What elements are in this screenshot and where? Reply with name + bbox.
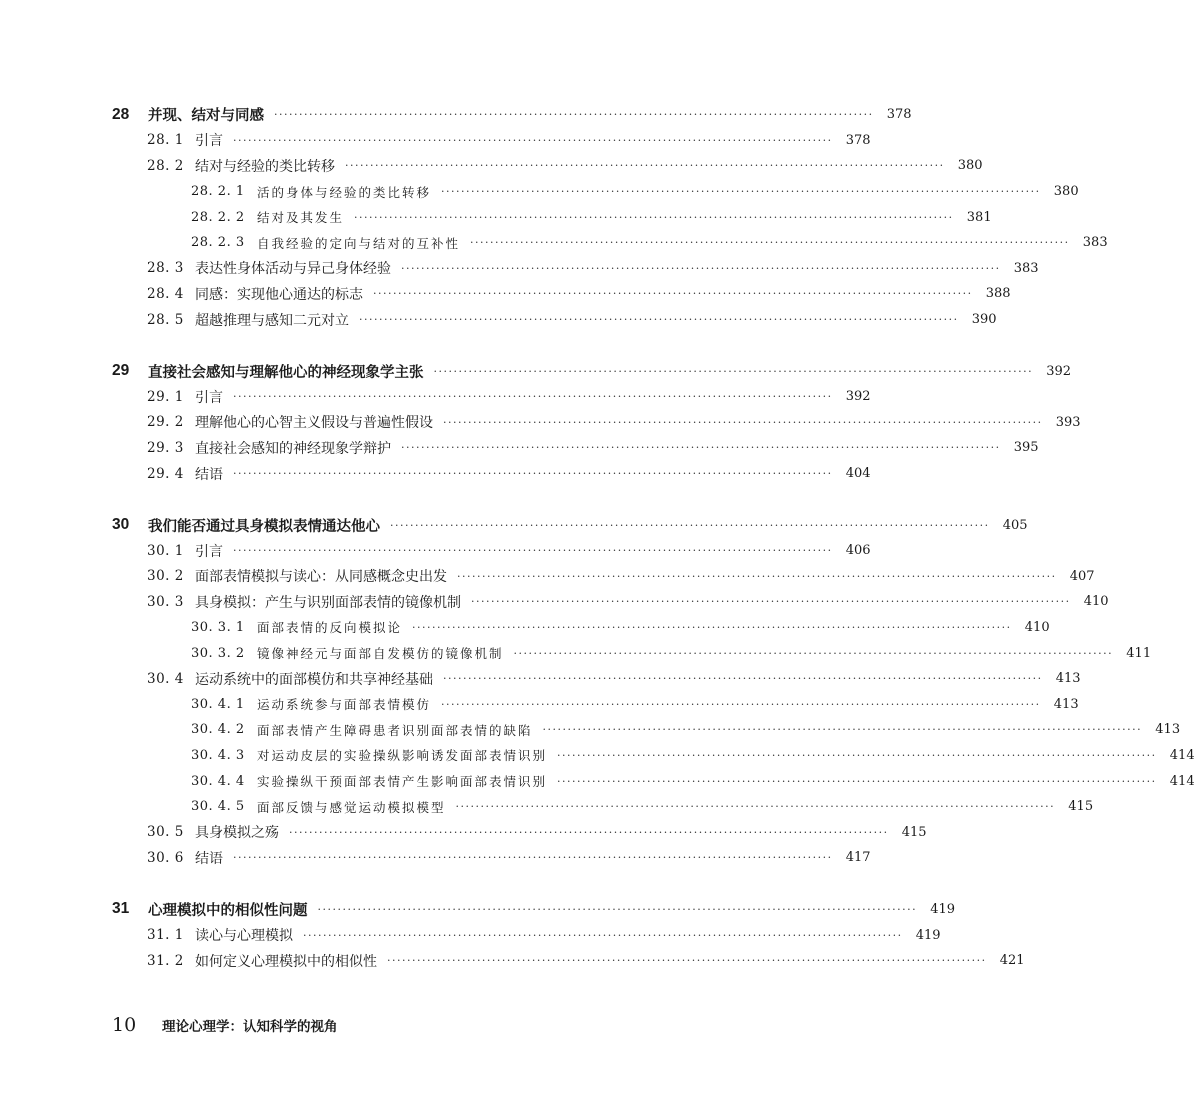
dot-leader: ························································································································ [401,441,1001,455]
entry-page-number: 381 [966,209,992,225]
entry-number: 30. 6 [147,849,184,866]
entry-page-number: 392 [845,389,871,405]
entry-page-number: 411 [1126,645,1152,661]
dot-leader: ························································································································ [401,261,1001,275]
entry-page-number: 383 [1013,260,1039,276]
dot-leader: ························································································································ [289,825,889,839]
entry-number: 30 [112,516,130,534]
entry-page-number: 413 [1155,722,1181,738]
entry-number: 30. 2 [147,568,184,585]
dot-leader: ························································································································ [513,646,1114,660]
entry-title: 读心与心理模拟 [195,927,293,944]
section-entry[interactable] [0,307,997,333]
entry-page-number: 415 [901,824,927,840]
entry-page-number: 419 [930,901,956,917]
entry-page-number: 419 [915,927,941,943]
entry-title: 结对与经验的类比转移 [195,157,335,174]
chapter-entry[interactable] [0,102,912,128]
dot-leader: ························································································································ [317,902,918,916]
entry-number: 28. 3 [147,260,184,277]
entry-title: 面部表情的反向模拟论 [257,620,403,636]
entry-number: 28. 2. 3 [191,235,245,251]
entry-title: 我们能否通过具身模拟表情通达他心 [148,518,380,535]
entry-title: 同感：实现他心通达的标志 [195,285,363,302]
page-footer [112,1014,338,1036]
entry-number: 30. 3. 1 [191,619,245,635]
entry-number: 30. 4. 3 [191,747,245,763]
entry-title: 运动系统参与面部表情模仿 [257,697,432,713]
section-entry[interactable] [0,256,1039,282]
dot-leader: ························································································································ [233,851,833,865]
entry-number: 28. 2 [147,157,184,174]
dot-leader: ························································································································ [359,313,959,327]
entry-title: 并现、结对与同感 [148,108,264,125]
dot-leader: ························································································································ [345,159,945,173]
section-entry[interactable] [0,281,1011,307]
entry-number: 28. 2. 1 [191,184,245,200]
entry-page-number: 410 [1083,594,1109,610]
subsection-entry[interactable] [0,204,992,230]
section-entry[interactable] [0,153,983,179]
section-entry[interactable] [0,564,1095,590]
dot-leader: ························································································································ [443,415,1043,429]
entry-page-number: 410 [1024,619,1050,635]
dot-leader: ························································································································ [443,672,1043,686]
entry-title: 具身模拟：产生与识别面部表情的镜像机制 [195,593,461,610]
dot-leader: ························································································································ [274,108,874,122]
dot-leader: ························································································································ [557,774,1157,788]
chapter-block [0,512,1195,870]
dot-leader: ························································································································ [233,390,833,404]
entry-number: 30. 3. 2 [191,645,245,661]
entry-page-number: 413 [1055,671,1081,687]
section-entry[interactable] [0,589,1109,615]
entry-page-number: 406 [845,543,871,559]
entry-page-number: 380 [1053,184,1079,200]
dot-leader: ························································································································ [542,723,1143,737]
dot-leader: ························································································································ [471,595,1071,609]
subsection-entry[interactable] [0,615,1050,641]
entry-number: 31. 1 [147,927,184,944]
dot-leader: ························································································································ [412,620,1012,634]
subsection-entry[interactable] [0,794,1094,820]
entry-page-number: 390 [971,312,997,328]
entry-number: 29. 4 [147,465,184,482]
entry-number: 30. 5 [147,824,184,841]
subsection-entry[interactable] [0,717,1181,743]
entry-number: 30. 4. 4 [191,773,245,789]
entry-page-number: 405 [1002,517,1028,533]
section-entry[interactable] [0,922,941,948]
entry-number: 29. 3 [147,439,184,456]
entry-page-number: 421 [999,953,1025,969]
section-entry[interactable] [0,128,871,154]
section-entry[interactable] [0,819,927,845]
dot-leader: ························································································································ [557,748,1157,762]
entry-page-number: 417 [845,850,871,866]
entry-number: 28 [112,105,130,123]
entry-page-number: 395 [1013,440,1039,456]
table-of-contents [0,102,1195,999]
entry-number: 29. 2 [147,414,184,431]
section-entry[interactable] [0,435,1039,461]
entry-number: 30. 3 [147,593,184,610]
section-entry[interactable] [0,845,871,871]
entry-number: 30. 4 [147,670,184,687]
entry-title: 引言 [195,542,223,559]
entry-number: 28. 2. 2 [191,209,245,225]
book-title: 理论心理学：认知科学的视角 [162,1019,338,1035]
section-entry[interactable] [0,461,871,487]
entry-number: 30. 4. 2 [191,722,245,738]
entry-page-number: 407 [1069,568,1095,584]
entry-title: 表达性身体活动与异己身体经验 [195,260,391,277]
entry-number: 28. 5 [147,311,184,328]
dot-leader: ························································································································ [441,697,1041,711]
dot-leader: ························································································································ [354,210,954,224]
subsection-entry[interactable] [0,230,1108,256]
section-entry[interactable] [0,948,1025,974]
entry-number: 28. 4 [147,285,184,302]
entry-title: 结语 [195,849,223,866]
entry-title: 对运动皮层的实验操纵影响诱发面部表情识别 [257,748,548,764]
entry-number: 31 [112,900,130,918]
entry-title: 实验操纵干预面部表情产生影响面部表情识别 [257,774,548,790]
entry-page-number: 392 [1046,363,1072,379]
entry-title: 面部表情模拟与读心：从同感概念史出发 [195,568,447,585]
dot-leader: ························································································································ [390,518,990,532]
entry-title: 引言 [195,132,223,149]
dot-leader: ························································································································ [233,467,833,481]
section-entry[interactable] [0,384,871,410]
entry-page-number: 414 [1169,773,1195,789]
entry-number: 30. 4. 5 [191,799,245,815]
entry-title: 具身模拟之殇 [195,824,279,841]
entry-title: 运动系统中的面部模仿和共享神经基础 [195,670,433,687]
entry-title: 结语 [195,465,223,482]
entry-title: 如何定义心理模拟中的相似性 [195,952,377,969]
entry-page-number: 378 [886,107,912,123]
entry-title: 引言 [195,388,223,405]
entry-number: 30. 1 [147,542,184,559]
entry-page-number: 413 [1053,696,1079,712]
dot-leader: ························································································································ [433,364,1034,378]
entry-page-number: 380 [957,158,983,174]
chapter-block [0,102,1108,332]
entry-number: 28. 1 [147,132,184,149]
entry-page-number: 414 [1169,747,1195,763]
entry-page-number: 404 [845,466,871,482]
chapter-block [0,358,1081,486]
entry-page-number: 415 [1068,799,1094,815]
dot-leader: ························································································································ [303,928,903,942]
entry-title: 理解他心的心智主义假设与普遍性假设 [195,414,433,431]
dot-leader: ························································································································ [470,236,1070,250]
entry-title: 直接社会感知与理解他心的神经现象学主张 [148,364,424,381]
dot-leader: ························································································································ [373,287,973,301]
entry-page-number: 388 [985,286,1011,302]
entry-number: 31. 2 [147,952,184,969]
dot-leader: ························································································································ [455,800,1056,814]
entry-page-number: 393 [1055,414,1081,430]
entry-title: 结对及其发生 [257,210,345,226]
subsection-entry[interactable] [0,768,1195,794]
entry-title: 面部表情产生障碍患者识别面部表情的缺陷 [257,722,533,738]
dot-leader: ························································································································ [233,133,833,147]
entry-page-number: 378 [845,132,871,148]
dot-leader: ························································································································ [441,185,1041,199]
entry-title: 自我经验的定向与结对的互补性 [257,235,461,251]
page-number: 10 [112,1014,137,1036]
section-entry[interactable] [0,410,1081,436]
entry-number: 29. 1 [147,388,184,405]
section-entry[interactable] [0,666,1081,692]
entry-title: 心理模拟中的相似性问题 [148,902,308,919]
section-entry[interactable] [0,538,871,564]
dot-leader: ························································································································ [233,544,833,558]
chapter-entry[interactable] [0,358,1072,384]
entry-title: 活的身体与经验的类比转移 [257,184,432,200]
dot-leader: ························································································································ [387,954,987,968]
dot-leader: ························································································································ [457,569,1057,583]
entry-number: 29 [112,362,130,380]
chapter-entry[interactable] [0,897,956,923]
subsection-entry[interactable] [0,179,1079,205]
chapter-entry[interactable] [0,512,1028,538]
entry-title: 超越推理与感知二元对立 [195,311,349,328]
subsection-entry[interactable] [0,691,1079,717]
subsection-entry[interactable] [0,640,1152,666]
entry-title: 面部反馈与感觉运动模拟模型 [257,799,446,815]
chapter-block [0,897,1025,974]
entry-number: 30. 4. 1 [191,696,245,712]
entry-title: 镜像神经元与面部自发模仿的镜像机制 [257,646,504,662]
subsection-entry[interactable] [0,743,1195,769]
entry-page-number: 383 [1082,235,1108,251]
entry-title: 直接社会感知的神经现象学辩护 [195,439,391,456]
